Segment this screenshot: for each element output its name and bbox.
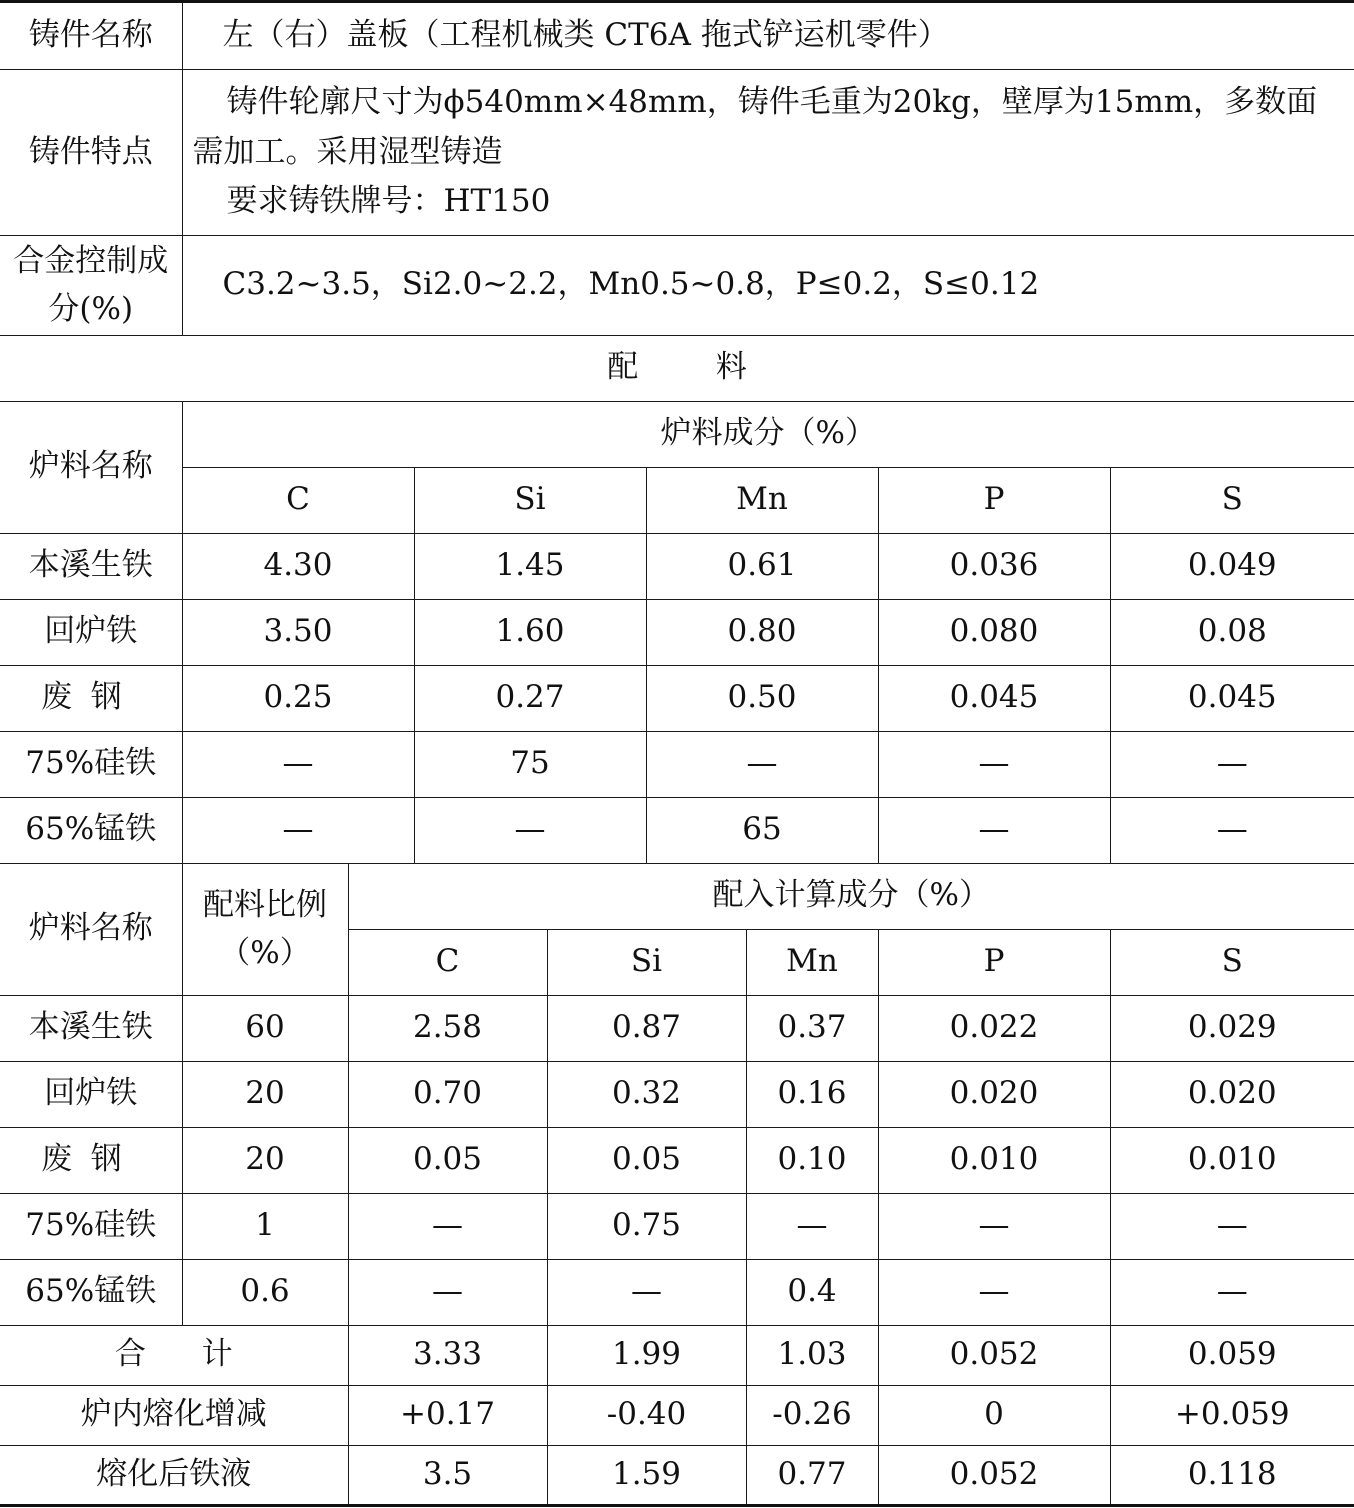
charge-cell: 0.08	[1110, 599, 1354, 665]
calc-row-ratio: 20	[182, 1127, 348, 1193]
charge-cell: —	[646, 731, 878, 797]
calc-cell: 0.10	[746, 1127, 878, 1193]
charge-cell: 0.61	[646, 533, 878, 599]
summary-cell: +0.059	[1110, 1385, 1354, 1445]
charge-name-header: 炉料名称	[0, 401, 182, 533]
charge-header-row	[0, 401, 1354, 467]
calc-group-header: 配入计算成分（%）	[348, 863, 1354, 929]
casting-feature-label: 铸件特点	[0, 70, 182, 236]
charge-col-p: P	[878, 467, 1110, 533]
casting-feature-value	[182, 70, 1354, 236]
summary-label: 合计	[0, 1325, 348, 1385]
calc-cell: —	[1110, 1193, 1354, 1259]
calc-cell: —	[746, 1193, 878, 1259]
summary-label: 熔化后铁液	[0, 1445, 348, 1505]
charge-cell: 0.27	[414, 665, 646, 731]
charge-cell: 1.60	[414, 599, 646, 665]
summary-cell: -0.40	[547, 1385, 746, 1445]
summary-cell: -0.26	[746, 1385, 878, 1445]
calc-cell: 0.020	[878, 1061, 1110, 1127]
alloy-control-row	[0, 235, 1354, 335]
calc-row-ratio: 0.6	[182, 1259, 348, 1325]
calc-name-header: 炉料名称	[0, 863, 182, 995]
calc-row-name: 回炉铁	[0, 1061, 182, 1127]
charge-cell: 75	[414, 731, 646, 797]
calc-cell: —	[878, 1259, 1110, 1325]
summary-cell: 0.059	[1110, 1325, 1354, 1385]
calc-cell: 0.05	[547, 1127, 746, 1193]
calc-cell: 0.32	[547, 1061, 746, 1127]
charge-column-row	[0, 467, 1354, 533]
charge-cell: —	[1110, 797, 1354, 863]
calc-header-row	[0, 863, 1354, 929]
charge-cell: 4.30	[182, 533, 414, 599]
calc-ratio-header: 配料比例（%）	[182, 863, 348, 995]
alloy-control-value: C3.2~3.5，Si2.0~2.2，Mn0.5~0.8，P≤0.2，S≤0.12	[182, 235, 1354, 335]
calc-cell: 0.70	[348, 1061, 547, 1127]
charge-group-header: 炉料成分（%）	[182, 401, 1354, 467]
summary-cell: 1.59	[547, 1445, 746, 1505]
alloy-control-label: 合金控制成分(%)	[0, 235, 182, 335]
calc-row-name: 废钢	[0, 1127, 182, 1193]
charge-cell: 0.045	[878, 665, 1110, 731]
calc-row-name: 65%锰铁	[0, 1259, 182, 1325]
calc-cell: 2.58	[348, 995, 547, 1061]
calc-col-c: C	[348, 929, 547, 995]
casting-name-label: 铸件名称	[0, 2, 182, 70]
section-title-row	[0, 335, 1354, 401]
charge-row-name: 回炉铁	[0, 599, 182, 665]
calc-row-ratio: 1	[182, 1193, 348, 1259]
calc-cell: 0.4	[746, 1259, 878, 1325]
section-title: 配料	[0, 335, 1354, 401]
charge-row	[0, 731, 1354, 797]
charge-cell: 0.036	[878, 533, 1110, 599]
charge-cell: 0.50	[646, 665, 878, 731]
calc-cell: 0.022	[878, 995, 1110, 1061]
charge-cell: —	[182, 731, 414, 797]
calc-row-ratio: 60	[182, 995, 348, 1061]
charge-cell: 3.50	[182, 599, 414, 665]
summary-row-total	[0, 1325, 1354, 1385]
charge-cell: 0.25	[182, 665, 414, 731]
casting-name-value: 左（右）盖板（工程机械类 CT6A 拖式铲运机零件）	[182, 2, 1354, 70]
calc-cell: —	[1110, 1259, 1354, 1325]
calc-cell: 0.010	[878, 1127, 1110, 1193]
calc-col-s: S	[1110, 929, 1354, 995]
calc-cell: 0.16	[746, 1061, 878, 1127]
charge-row	[0, 533, 1354, 599]
calc-cell: —	[348, 1193, 547, 1259]
charge-row-name: 75%硅铁	[0, 731, 182, 797]
calc-cell: —	[547, 1259, 746, 1325]
summary-cell: 0.052	[878, 1325, 1110, 1385]
calc-row	[0, 1193, 1354, 1259]
summary-cell: 0.77	[746, 1445, 878, 1505]
summary-cell: 0	[878, 1385, 1110, 1445]
charge-row-name: 废钢	[0, 665, 182, 731]
calc-row-ratio: 20	[182, 1061, 348, 1127]
charge-cell: —	[182, 797, 414, 863]
charge-col-c: C	[182, 467, 414, 533]
charge-row	[0, 797, 1354, 863]
casting-feature-row	[0, 70, 1354, 236]
summary-cell: 0.052	[878, 1445, 1110, 1505]
calc-row	[0, 1061, 1354, 1127]
calc-row-name: 75%硅铁	[0, 1193, 182, 1259]
summary-row-molten-iron	[0, 1445, 1354, 1505]
calc-cell: 0.029	[1110, 995, 1354, 1061]
charge-row-name: 本溪生铁	[0, 533, 182, 599]
calc-cell: —	[348, 1259, 547, 1325]
charge-row-name: 65%锰铁	[0, 797, 182, 863]
charge-cell: 0.049	[1110, 533, 1354, 599]
summary-cell: 1.03	[746, 1325, 878, 1385]
casting-grade-text: 要求铸铁牌号：HT150	[226, 183, 551, 220]
calc-row	[0, 1259, 1354, 1325]
summary-cell: 3.33	[348, 1325, 547, 1385]
summary-cell: 3.5	[348, 1445, 547, 1505]
charge-cell: —	[1110, 731, 1354, 797]
charge-col-si: Si	[414, 467, 646, 533]
calc-col-p: P	[878, 929, 1110, 995]
summary-cell: 0.118	[1110, 1445, 1354, 1505]
summary-cell: +0.17	[348, 1385, 547, 1445]
summary-row-melt-change	[0, 1385, 1354, 1445]
casting-feature-text: 铸件轮廓尺寸为ϕ540mm×48mm，铸件毛重为20kg，壁厚为15mm，多数面需加工。采用湿型铸造	[192, 84, 1318, 170]
calc-row	[0, 1127, 1354, 1193]
casting-name-row	[0, 2, 1354, 70]
charge-cell: 1.45	[414, 533, 646, 599]
calc-row-name: 本溪生铁	[0, 995, 182, 1061]
calc-cell: 0.37	[746, 995, 878, 1061]
calc-cell: 0.87	[547, 995, 746, 1061]
calc-cell: 0.010	[1110, 1127, 1354, 1193]
charge-cell: —	[878, 731, 1110, 797]
calc-row	[0, 995, 1354, 1061]
charge-col-s: S	[1110, 467, 1354, 533]
charge-cell: —	[414, 797, 646, 863]
calc-cell: 0.020	[1110, 1061, 1354, 1127]
charge-cell: —	[878, 797, 1110, 863]
summary-cell: 1.99	[547, 1325, 746, 1385]
calc-cell: 0.05	[348, 1127, 547, 1193]
charge-row	[0, 665, 1354, 731]
calc-cell: —	[878, 1193, 1110, 1259]
calc-col-mn: Mn	[746, 929, 878, 995]
charge-cell: 65	[646, 797, 878, 863]
calc-col-si: Si	[547, 929, 746, 995]
charge-row	[0, 599, 1354, 665]
charge-cell: 0.080	[878, 599, 1110, 665]
calc-cell: 0.75	[547, 1193, 746, 1259]
charge-cell: 0.80	[646, 599, 878, 665]
summary-label: 炉内熔化增减	[0, 1385, 348, 1445]
charge-col-mn: Mn	[646, 467, 878, 533]
charge-cell: 0.045	[1110, 665, 1354, 731]
